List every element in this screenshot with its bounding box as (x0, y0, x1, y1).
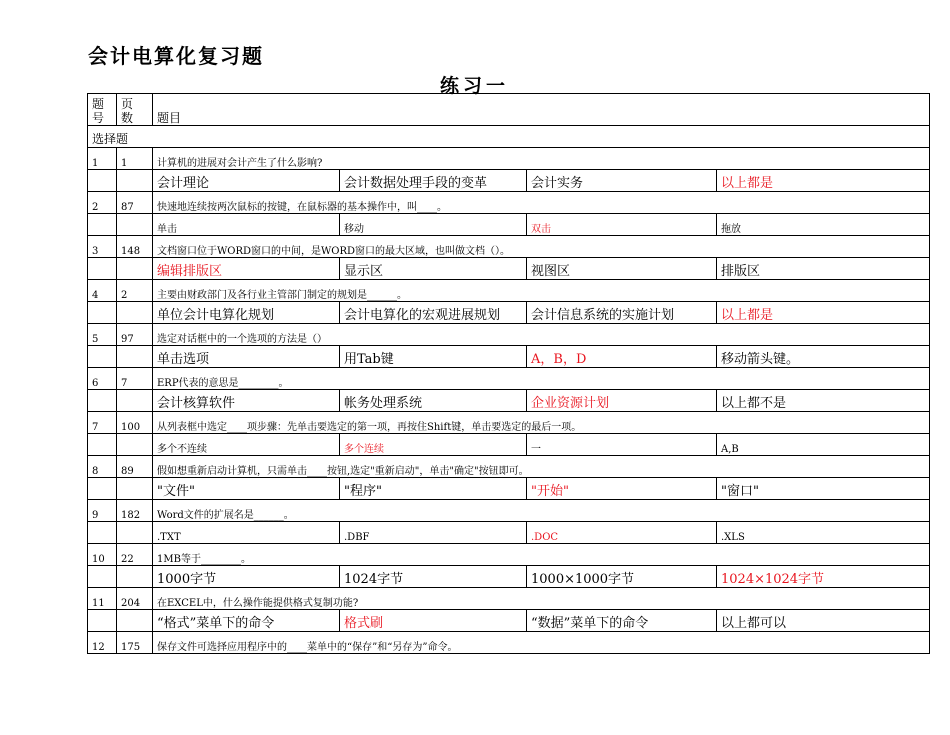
question-number: 11 (88, 588, 117, 610)
question-row (88, 192, 930, 214)
options-row (88, 302, 930, 324)
question-page: 175 (117, 632, 153, 654)
question-text: 选定对话框中的一个选项的方法是（） (153, 324, 930, 346)
empty-cell (88, 434, 117, 456)
question-table (87, 93, 930, 654)
empty-cell (117, 434, 153, 456)
option-cell: 以上都不是 (717, 390, 930, 412)
empty-cell (88, 302, 117, 324)
question-number: 12 (88, 632, 117, 654)
question-page: 7 (117, 368, 153, 390)
option-cell: A,B (717, 434, 930, 456)
question-row (88, 368, 930, 390)
options-row (88, 346, 930, 368)
question-text: 主要由财政部门及各行业主管部门制定的规划是______。 (153, 280, 930, 302)
question-number: 1 (88, 148, 117, 170)
question-page: 148 (117, 236, 153, 258)
empty-cell (88, 478, 117, 500)
question-page: 2 (117, 280, 153, 302)
question-page: 182 (117, 500, 153, 522)
question-page: 204 (117, 588, 153, 610)
option-cell: "文件" (153, 478, 340, 500)
empty-cell (88, 170, 117, 192)
answer-option: 以上都是 (717, 302, 930, 324)
empty-cell (117, 346, 153, 368)
answer-option: 多个连续 (340, 434, 527, 456)
option-cell: 显示区 (340, 258, 527, 280)
question-row (88, 500, 930, 522)
section-row (88, 126, 930, 148)
options-row (88, 610, 930, 632)
option-cell: “数据”菜单下的命令 (527, 610, 717, 632)
question-row (88, 236, 930, 258)
options-row (88, 214, 930, 236)
option-cell: 排版区 (717, 258, 930, 280)
question-number: 7 (88, 412, 117, 434)
answer-option: "开始" (527, 478, 717, 500)
question-page: 1 (117, 148, 153, 170)
empty-cell (117, 258, 153, 280)
options-row (88, 566, 930, 588)
question-text: 计算机的进展对会计产生了什么影响? (153, 148, 930, 170)
empty-cell (117, 390, 153, 412)
option-cell: 移动箭头键。 (717, 346, 930, 368)
options-row (88, 170, 930, 192)
option-cell: 会计信息系统的实施计划 (527, 302, 717, 324)
answer-option: 以上都是 (717, 170, 930, 192)
answer-option: 1024×1024字节 (717, 566, 930, 588)
options-row (88, 390, 930, 412)
empty-cell (88, 346, 117, 368)
empty-cell (117, 566, 153, 588)
empty-cell (88, 390, 117, 412)
question-page: 89 (117, 456, 153, 478)
question-text: 1MB等于________。 (153, 544, 930, 566)
option-cell: 会计数据处理手段的变革 (340, 170, 527, 192)
question-row (88, 280, 930, 302)
answer-option: 企业资源计划 (527, 390, 717, 412)
question-text: 保存文件可选择应用程序中的____菜单中的“保存”和“另存为”命令。 (153, 632, 930, 654)
question-row (88, 456, 930, 478)
option-cell: 1000×1000字节 (527, 566, 717, 588)
option-cell: 用Tab键 (340, 346, 527, 368)
empty-cell (117, 302, 153, 324)
options-row (88, 434, 930, 456)
option-cell: "程序" (340, 478, 527, 500)
options-row (88, 522, 930, 544)
empty-cell (88, 214, 117, 236)
question-row (88, 588, 930, 610)
option-cell: 1000字节 (153, 566, 340, 588)
option-cell: 会计电算化的宏观进展规划 (340, 302, 527, 324)
empty-cell (88, 610, 117, 632)
question-text: 快速地连续按两次鼠标的按键，在鼠标器的基本操作中，叫____。 (153, 192, 930, 214)
empty-cell (117, 214, 153, 236)
option-cell: .TXT (153, 522, 340, 544)
question-number: 10 (88, 544, 117, 566)
question-row (88, 412, 930, 434)
header-question-text: 题目 (153, 94, 930, 126)
question-number: 6 (88, 368, 117, 390)
answer-option: 格式刷 (340, 610, 527, 632)
empty-cell (88, 258, 117, 280)
option-cell: 单位会计电算化规划 (153, 302, 340, 324)
question-text: Word文件的扩展名是______。 (153, 500, 930, 522)
question-row (88, 544, 930, 566)
question-number: 5 (88, 324, 117, 346)
document-heading: 会计电算化复习题 (88, 44, 264, 68)
empty-cell (117, 610, 153, 632)
option-cell: .DBF (340, 522, 527, 544)
empty-cell (117, 170, 153, 192)
option-cell: 会计理论 (153, 170, 340, 192)
option-cell: 视图区 (527, 258, 717, 280)
question-row (88, 324, 930, 346)
question-number: 9 (88, 500, 117, 522)
answer-option: A，B，D (527, 346, 717, 368)
question-number: 4 (88, 280, 117, 302)
empty-cell (117, 478, 153, 500)
table-header-row (88, 94, 930, 126)
header-question-number: 题 号 (88, 94, 117, 126)
question-page: 87 (117, 192, 153, 214)
option-cell: 单击 (153, 214, 340, 236)
question-text: 文档窗口位于WORD窗口的中间，是WORD窗口的最大区域，也叫做文档（）。 (153, 236, 930, 258)
option-cell: 一 (527, 434, 717, 456)
answer-option: 编辑排版区 (153, 258, 340, 280)
question-text: 在EXCEL中，什么操作能提供格式复制功能? (153, 588, 930, 610)
option-cell: “格式”菜单下的命令 (153, 610, 340, 632)
question-text: 假如想重新启动计算机，只需单击____按钮,选定"重新启动"，单击"确定"按钮即可。 (153, 456, 930, 478)
options-row (88, 258, 930, 280)
option-cell: "窗口" (717, 478, 930, 500)
option-cell: 单击选项 (153, 346, 340, 368)
option-cell: 会计核算软件 (153, 390, 340, 412)
question-row (88, 148, 930, 170)
question-number: 8 (88, 456, 117, 478)
option-cell: 会计实务 (527, 170, 717, 192)
options-row (88, 478, 930, 500)
header-page-count: 页 数 (117, 94, 153, 126)
question-row (88, 632, 930, 654)
empty-cell (117, 522, 153, 544)
question-text: ERP代表的意思是________。 (153, 368, 930, 390)
option-cell: 移动 (340, 214, 527, 236)
empty-cell (88, 566, 117, 588)
question-text: 从列表框中选定____项步骤：先单击要选定的第一项，再按住Shift键，单击要选定的最后一项。 (153, 412, 930, 434)
question-number: 2 (88, 192, 117, 214)
option-cell: 多个不连续 (153, 434, 340, 456)
option-cell: 1024字节 (340, 566, 527, 588)
section-label: 选择题 (88, 126, 930, 148)
exercise-title: 练习一 (440, 75, 510, 97)
option-cell: .XLS (717, 522, 930, 544)
option-cell: 帐务处理系统 (340, 390, 527, 412)
option-cell: 以上都可以 (717, 610, 930, 632)
question-page: 100 (117, 412, 153, 434)
option-cell: 拖放 (717, 214, 930, 236)
empty-cell (88, 522, 117, 544)
answer-option: 双击 (527, 214, 717, 236)
answer-option: .DOC (527, 522, 717, 544)
question-number: 3 (88, 236, 117, 258)
question-page: 97 (117, 324, 153, 346)
question-page: 22 (117, 544, 153, 566)
